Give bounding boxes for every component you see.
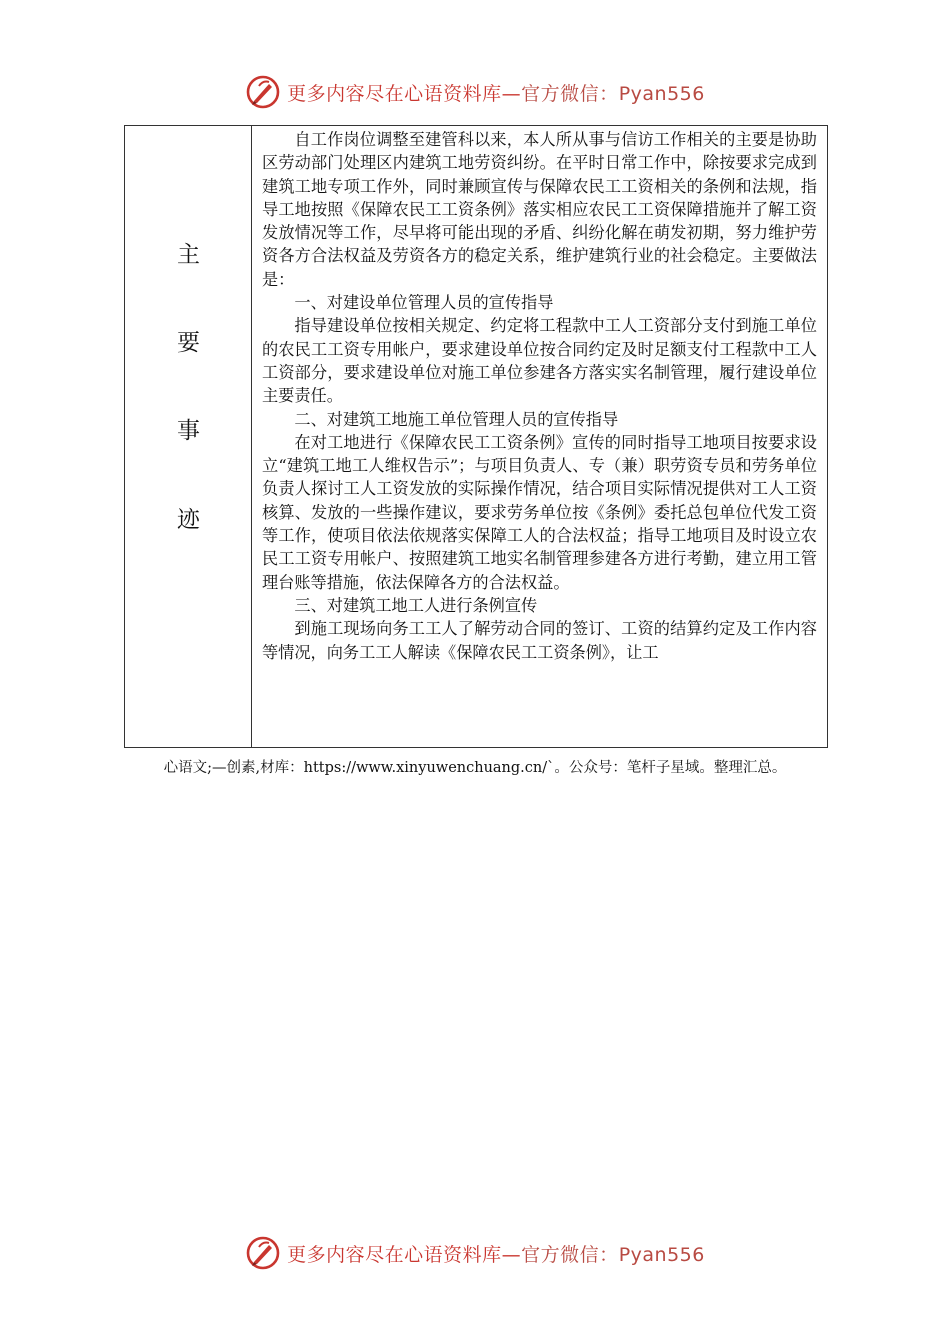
- header-banner-text: [287, 79, 705, 106]
- header-banner-slogan: 更多内容尽在心语资料库—: [287, 82, 522, 105]
- section-paragraph: 到施工现场向务工工人了解劳动合同的签订、工资的结算约定及工作内容等情况，向务工工人解读《保障农民工工资条例》，让工: [262, 619, 817, 662]
- section-heading: 一、对建设单位管理人员的宣传指导: [294, 293, 554, 313]
- label-char: 主: [177, 242, 200, 268]
- pen-logo-icon: [245, 1235, 281, 1271]
- footer-banner-text: [287, 1240, 705, 1267]
- label-char: 事: [177, 418, 200, 444]
- footer-banner-wechat-id: Pyan556: [618, 1243, 705, 1266]
- header-banner-wechat-id: Pyan556: [618, 82, 705, 105]
- section-paragraph: 指导建设单位按相关规定、约定将工程款中工人工资部分支付到施工单位的农民工工资专用帐户，要求建设单位按合同约定及时足额支付工程款中工人工资部分，要求建设单位对施工单位参建各方落实实名制管理，履行建设单位主要责任。: [262, 316, 817, 406]
- footer-banner-content: [245, 1235, 705, 1271]
- footer-banner: [0, 1231, 950, 1275]
- header-banner-content: [245, 74, 705, 110]
- intro-paragraph: 自工作岗位调整至建管科以来，本人所从事与信访工作相关的主要是协助区劳动部门处理区内建筑工地劳资纠纷。在平时日常工作中，除按要求完成到建筑工地专项工作外，同时兼顾宣传与保障农民工工资相关的条例和法规，指导工地按照《保障农民工工资条例》落实相应农民工工资保障措施并了解工资发放情况等工作，尽早将可能出现的矛盾、纠纷化解在萌发初期，努力维护劳资各方合法权益及劳资各方的稳定关系，维护建筑行业的社会稳定。主要做法是：: [262, 130, 817, 289]
- header-banner-wechat-label: 官方微信：: [521, 82, 619, 105]
- pen-logo-icon: [245, 74, 281, 110]
- section-heading: 二、对建筑工地施工单位管理人员的宣传指导: [294, 409, 619, 429]
- deeds-content: [252, 126, 827, 747]
- label-char: 迹: [177, 507, 200, 533]
- footer-banner-slogan: 更多内容尽在心语资料库—: [287, 1243, 522, 1266]
- section-paragraph: 在对工地进行《保障农民工工资条例》宣传的同时指导工地项目按要求设立“建筑工地工人维权告示”；与项目负责人、专（兼）职劳资专员和劳务单位负责人探讨工人工资发放的实际操作情况，结合项目实际情况提供对工人工资核算、发放的一些操作建议，要求劳务单位按《条例》委托总包单位代发工资等工作，使项目依法依规落实保障工人的合法权益；指导工地项目及时设立农民工工资专用帐户、按照建筑工地实名制管理参建各方进行考勤，建立用工管理台账等措施，依法保障各方的合法权益。: [262, 432, 817, 592]
- deeds-label-column: [125, 126, 252, 747]
- section-heading: 三、对建筑工地工人进行条例宣传: [294, 595, 538, 615]
- header-banner: [0, 70, 950, 114]
- source-footer: 心语文;—创素,材库：https://www.xinyuwenchuang.cn/`。公众号：笔杆子星域。整理汇总。: [163, 760, 787, 776]
- label-char: 要: [177, 330, 200, 356]
- footer-banner-wechat-label: 官方微信：: [521, 1243, 619, 1266]
- deeds-table: [124, 125, 828, 748]
